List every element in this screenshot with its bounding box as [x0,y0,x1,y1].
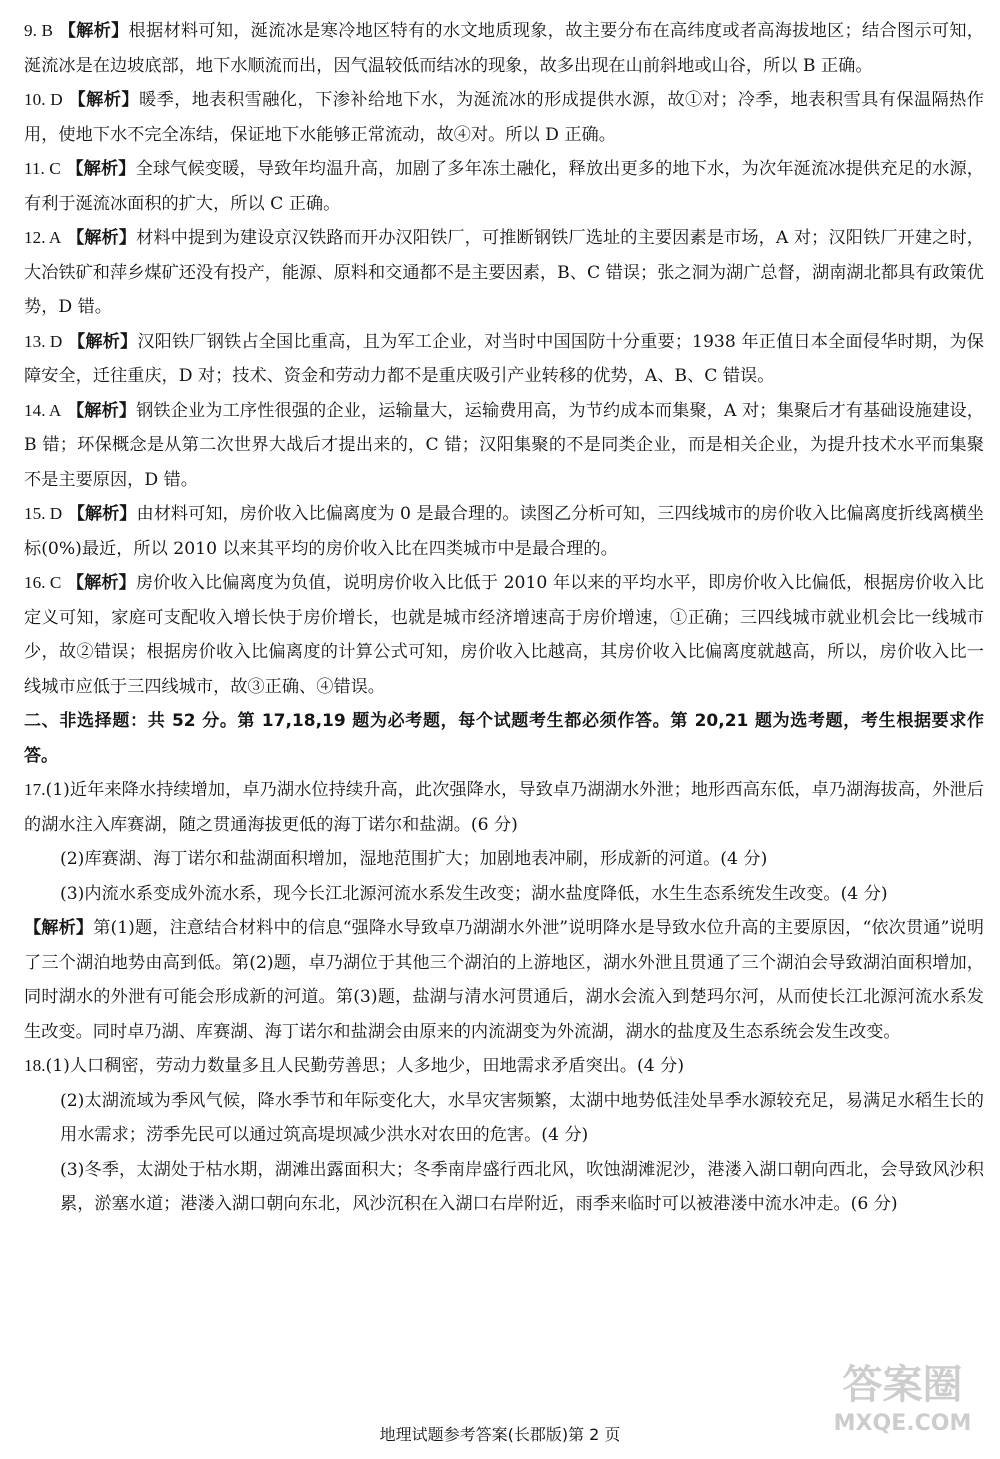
answer-item-9 [24,14,984,83]
analysis-tag: 【解析】 [66,400,137,421]
answer-item-17 [24,773,984,1049]
analysis-tag: 【解析】 [68,90,139,110]
answer-item-10 [24,83,984,152]
analysis-tag: 【解析】 [66,228,137,248]
answer-item-16 [24,566,984,704]
answer-text: 汉阳铁厂钢铁占全国比重高，且为军工企业，对当时中国国防十分重要；1938 年正值日本全面侵华时期，为保障安全，迁往重庆，D 对；技术、资金和劳动力都不是重庆吸引产业转移的优势，A、B、C 错误。 [24,331,984,386]
answer-part-1: (1)人口稠密，劳动力数量多且人民勤劳善思；人多地少，田地需求矛盾突出。(4 分) [45,1056,685,1076]
analysis-tag: 【解析】 [58,21,129,41]
question-number: 18. [24,1056,46,1075]
logo-text: 答案圈 [842,1362,963,1408]
answer-part-2: (2)太湖流域为季风气候，降水季节和年际变化大，水旱灾害频繁，太湖中地势低洼处旱季水源较充足，易满足水稻生长的用水需求；涝季先民可以通过筑高堤坝减少洪水对农田的危害。(4 分) [60,1090,984,1145]
section-heading: 二、非选择题：共 52 分。第 17,18,19 题为必考题，每个试题考生都必须作答。第 20,21 题为选考题，考生根据要求作答。 [24,711,984,766]
answer-item-15 [24,497,984,566]
answer-text: 根据材料可知，涎流冰是寒冷地区特有的水文地质现象，故主要分布在高纬度或者高海拔地区；结合图示可知，涎流冰是在边坡底部，地下水顺流而出，因气温较低而结冰的现象，故多出现在山前斜地或山谷，所以 B 正确。 [24,21,984,76]
analysis-tag: 【解析】 [66,159,136,179]
answer-text: 房价收入比偏离度为负值，说明房价收入比低于 2010 年以来的平均水平，即房价收入比偏低，根据房价收入比定义可知，家庭可支配收入增长快于房价增长，也就是城市经济增速高于房价增速，①正确；三四线城市就业机会比一线城市少，故②错误；根据房价收入比偏离度的计算公式可知，房价收入比越高，其房价收入比偏离度就越高，所以，房价收入比一线城市应低于三四线城市，故③正确、④错误。 [24,573,984,697]
question-number: 16. C [24,573,62,592]
answer-part-1: (1)近年来降水持续增加，卓乃湖水位持续升高，此次强降水，导致卓乃湖湖水外泄；地形西高东低，卓乃湖海拔高，外泄后的湖水注入库赛湖，随之贯通海拔更低的海丁诺尔和盐湖。(6 分) [24,780,984,835]
question-number: 15. D [24,504,63,523]
answer-item-11 [24,152,984,221]
watermark-logo [815,1361,990,1453]
answer-text: 暖季，地表积雪融化，下渗补给地下水，为涎流冰的形成提供水源，故①对；冷季，地表积雪具有保温隔热作用，使地下水不完全冻结，保证地下水能够正常流动，故④对。所以 D 正确。 [24,90,984,145]
answer-item-13 [24,325,984,394]
analysis-tag: 【解析】 [24,918,94,938]
answer-content [24,14,984,1222]
logo-url: MXQE.COM [833,1411,972,1436]
analysis-text: 第(1)题，注意结合材料中的信息“强降水导致卓乃湖湖水外泄”说明降水是导致水位升高的主要原因，“依次贯通”说明了三个湖泊地势由高到低。第(2)题，卓乃湖位于其他三个湖泊的上游地区，湖水外泄且贯通了三个湖泊会导致湖泊面积增加，同时湖水的外泄有可能会形成新的河道。第(3)题，盐湖与清水河贯通后，湖水会流入到楚玛尔河，从而使长江北源河流水系发生改变。同时卓乃湖、库赛湖、海丁诺尔和盐湖会由原来的内流湖变为外流湖，湖水的盐度及生态系统会发生改变。 [24,918,984,1042]
answer-part-3: (3)内流水系变成外流水系，现今长江北源河流水系发生改变；湖水盐度降低，水生生态系统发生改变。(4 分) [60,883,888,904]
answer-item-12 [24,221,984,325]
analysis-tag: 【解析】 [67,504,137,524]
question-number: 14. A [24,400,62,420]
question-number: 9. B [24,21,53,40]
question-number: 11. C [24,159,61,178]
answer-part-2: (2)库赛湖、海丁诺尔和盐湖面积增加，湿地范围扩大；加剧地表冲刷，形成新的河道。(4 分) [60,849,768,869]
question-number: 12. A [24,228,62,247]
answer-text: 由材料可知，房价收入比偏离度为 0 是最合理的。读图乙分析可知，三四线城市的房价收入比偏离度折线离横坐标(0%)最近，所以 2010 以来其平均的房价收入比在四类城市中是最合理的。 [24,504,984,559]
answer-text: 材料中提到为建设京汉铁路而开办汉阳铁厂，可推断钢铁厂选址的主要因素是市场，A 对；汉阳铁厂开建之时，大冶铁矿和萍乡煤矿还没有投产，能源、原料和交通都不是主要因素，B、C 错误；张之洞为湖广总督，湖南湖北都具有政策优势，D 错。 [24,228,984,317]
answer-item-14 [24,394,984,498]
question-number: 13. D [24,331,63,351]
answer-part-3: (3)冬季，太湖处于枯水期，湖滩出露面积大；冬季南岸盛行西北风，吹蚀湖滩泥沙，港溇入湖口朝向西北，会导致风沙积累，淤塞水道；港溇入湖口朝向东北，风沙沉积在入湖口右岸附近，雨季来临时可以被港溇中流水冲走。(6 分) [60,1159,984,1214]
analysis-tag: 【解析】 [67,331,138,352]
question-number: 10. D [24,90,63,109]
answer-item-18 [24,1049,984,1222]
page-footer: 地理试题参考答案(长郡版)第 2 页 [379,1425,621,1444]
analysis-tag: 【解析】 [66,573,136,593]
answer-text: 钢铁企业为工序性很强的企业，运输量大，运输费用高，为节约成本而集聚，A 对；集聚后才有基础设施建设，B 错；环保概念是从第二次世界大战后才提出来的，C 错；汉阳集聚的不是同类企业，而是相关企业，为提升技术水平而集聚不是主要原因，D 错。 [24,400,984,490]
answer-text: 全球气候变暖，导致年均温升高，加剧了多年冻土融化，释放出更多的地下水，为次年涎流冰提供充足的水源，有利于涎流冰面积的扩大，所以 C 正确。 [24,159,984,214]
question-number: 17. [24,780,46,799]
